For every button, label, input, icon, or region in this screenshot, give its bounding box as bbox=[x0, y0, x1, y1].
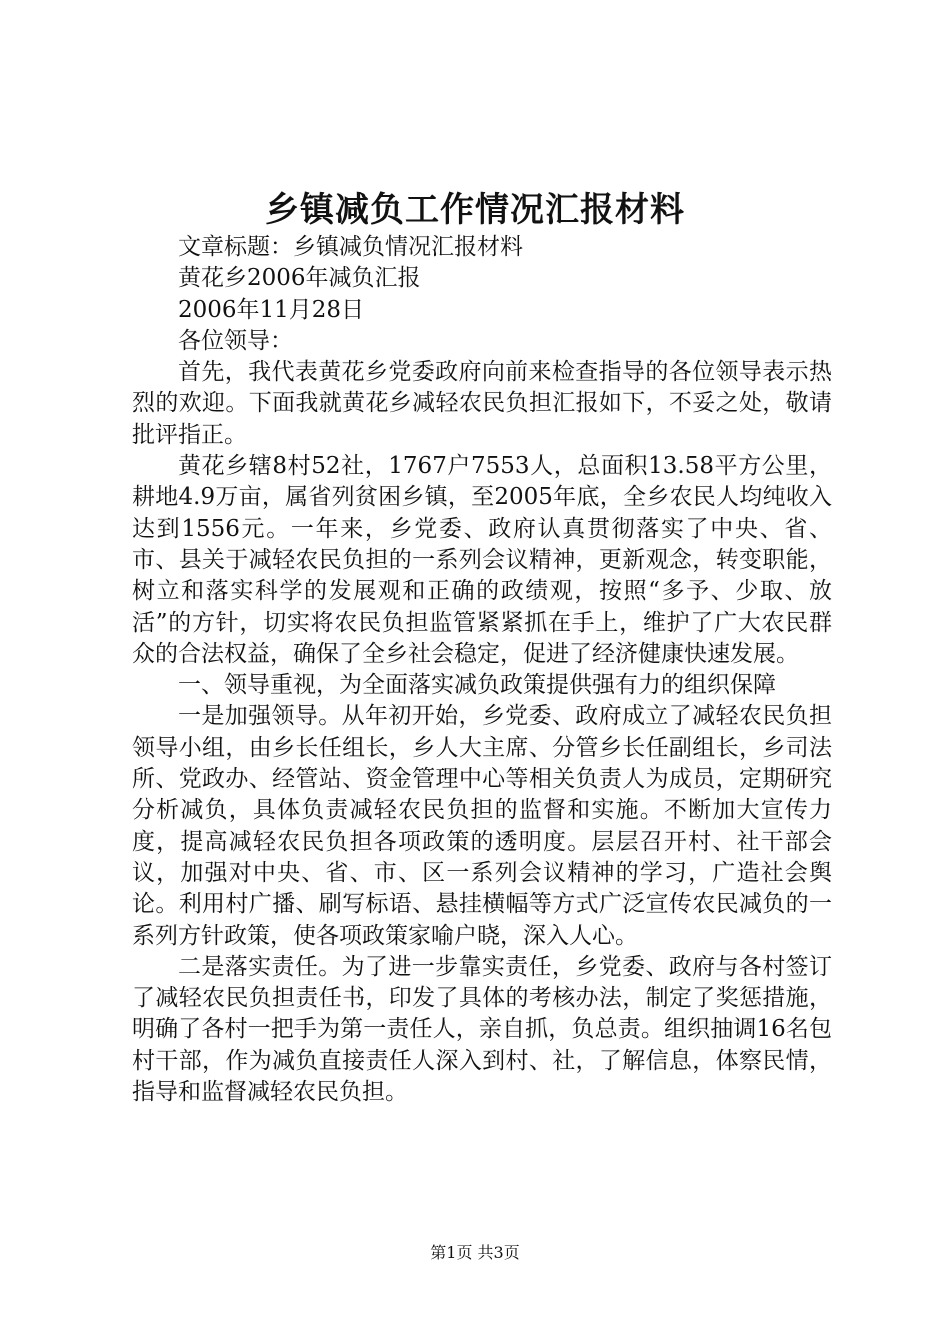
salutation: 各位领导： bbox=[178, 327, 293, 354]
paragraph-overview: 黄花乡辖8村52社，1767户7553人，总面积13.58平方公里，耕地4.9万亩，属省列贫困乡镇，至2005年底，全乡农民人均纯收入达到1556元。一年来，乡党委、政府认真贯彻落实了中央、省、市、县关于减轻农民负担的一系列会议精神，更新观念，转变职能，树立和落实科学的发展观和正确的政绩观，按照“多予、少取、放活”的方针，切实将农民负担监管紧紧抓在手上，维护了广大农民群众的合法权益，确保了全乡社会稳定，促进了经济健康快速发展。 bbox=[132, 453, 832, 667]
report-heading-line: 黄花乡2006年减负汇报 bbox=[178, 265, 421, 292]
page-number-footer: 第1页 共3页 bbox=[430, 1243, 520, 1262]
paragraph-responsibility: 二是落实责任。为了进一步靠实责任，乡党委、政府与各村签订了减轻农民负担责任书，印发了具体的考核办法，制定了奖惩措施，明确了各村一把手为第一责任人，亲自抓，负总责。组织抽调16名包村干部，作为减负直接责任人深入到村、社，了解信息，体察民情，指导和监督减轻农民负担。 bbox=[132, 953, 832, 1106]
date-line: 2006年11月28日 bbox=[178, 296, 365, 323]
section-heading: 一、领导重视，为全面落实减负政策提供强有力的组织保障 bbox=[178, 672, 776, 699]
paragraph-leadership: 一是加强领导。从年初开始，乡党委、政府成立了减轻农民负担领导小组，由乡长任组长，乡人大主席、分管乡长任副组长，乡司法所、党政办、经管站、资金管理中心等相关负责人为成员，定期研究分析减负，具体负责减轻农民负担的监督和实施。不断加大宣传力度，提高减轻农民负担各项政策的透明度。层层召开村、社干部会议，加强对中央、省、市、区一系列会议精神的学习，广造社会舆论。利用村广播、刷写标语、悬挂横幅等方式广泛宣传农民减负的一系列方针政策，使各项政策家喻户晓，深入人心。 bbox=[132, 703, 832, 949]
paragraph-intro: 首先，我代表黄花乡党委政府向前来检查指导的各位领导表示热烈的欢迎。下面我就黄花乡减轻农民负担汇报如下，不妥之处，敬请批评指正。 bbox=[132, 359, 832, 448]
document-body bbox=[132, 232, 832, 1108]
document-title: 乡镇减负工作情况汇报材料 bbox=[265, 190, 685, 230]
article-title-line: 文章标题：乡镇减负情况汇报材料 bbox=[178, 234, 523, 260]
